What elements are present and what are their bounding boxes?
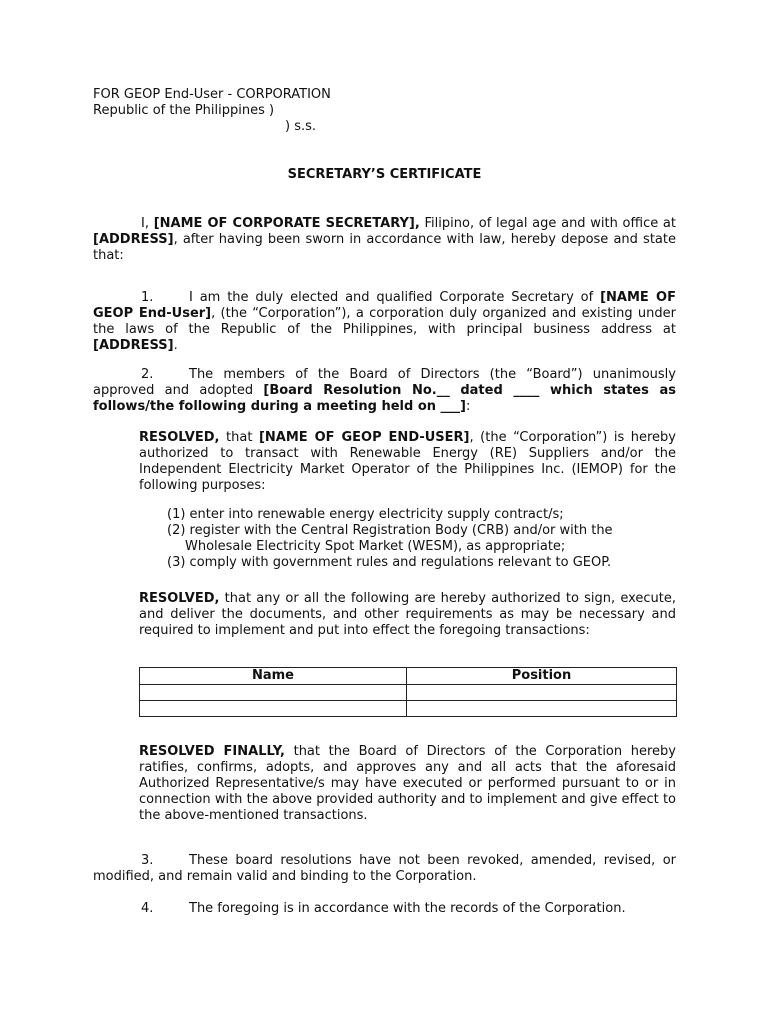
list-item: (3) comply with government rules and regulations relevant to GEOP. — [167, 555, 612, 570]
intro-paragraph — [93, 216, 676, 264]
text: , (the “Corporation”) is hereby authorized to transact with Renewable Energy (RE) Suppliers and/or the Independent Electricity Market Operator of the Philippines Inc. (IEMOP) for the following purposes: — [139, 430, 676, 493]
table-cell — [140, 685, 407, 701]
text: that any or all the following are hereby authorized to sign, execute, and deliver the documents, and other requirements as may be necessary and required to implement and put into effect the foregoing transactions: — [139, 591, 676, 638]
text: : — [465, 399, 471, 414]
column-header-position: Position — [407, 668, 677, 685]
text: The foregoing is in accordance with the records of the Corporation. — [189, 901, 626, 916]
resolved-label: RESOLVED, — [139, 591, 220, 606]
table-cell — [140, 701, 407, 717]
resolved-finally-label: RESOLVED FINALLY, — [139, 744, 285, 759]
purposes-list — [167, 507, 676, 571]
resolved-paragraph-1 — [139, 430, 676, 494]
title-text: SECRETARY’S CERTIFICATE — [287, 167, 482, 182]
item-number: 1. — [141, 290, 154, 305]
text: , after having been sworn in accordance with law, hereby depose and state that: — [93, 232, 676, 263]
document-title — [93, 167, 676, 183]
table-row — [140, 701, 677, 717]
paragraph-item-3 — [93, 853, 676, 885]
header-line-3: ) s.s. — [285, 119, 317, 134]
column-header-name: Name — [140, 668, 407, 685]
table-row — [140, 685, 677, 701]
item-number: 2. — [141, 367, 154, 382]
text: , (the “Corporation”), a corporation duly organized and existing under the laws of the Republic of the Philippines, with principal business address at — [93, 306, 676, 337]
placeholder-end-user-name: [NAME OF GEOP END-USER] — [258, 430, 470, 445]
item-number: 4. — [141, 901, 154, 916]
venue-header — [93, 87, 676, 135]
authorized-representatives-table — [139, 667, 677, 717]
placeholder-address: [ADDRESS] — [93, 232, 174, 247]
placeholder-board-resolution: [Board Resolution No.__ dated ____ which states as follows/the following during a meeting held on ___] — [93, 383, 676, 414]
paragraph-item-2 — [93, 367, 676, 415]
placeholder-secretary-name: [NAME OF CORPORATE SECRETARY], — [153, 216, 420, 231]
resolved-finally-paragraph — [139, 744, 676, 824]
item-number: 3. — [141, 853, 154, 868]
table-cell — [407, 685, 677, 701]
text: . — [173, 338, 178, 353]
header-line-2: Republic of the Philippines ) — [93, 103, 275, 118]
paragraph-item-4 — [93, 901, 676, 917]
text: that the Board of Directors of the Corporation hereby ratifies, confirms, adopts, and approves any and all acts that the aforesaid Authorized Representative/s may have executed or performed pursuant to or in connection with the above provided authority and to implement and give effect to the above-mentioned transactions. — [139, 744, 676, 823]
table-cell — [407, 701, 677, 717]
text: I am the duly elected and qualified Corporate Secretary of — [189, 290, 601, 305]
resolved-paragraph-2 — [139, 591, 676, 639]
header-line-1: FOR GEOP End-User - CORPORATION — [93, 87, 331, 102]
text: These board resolutions have not been revoked, amended, revised, or modified, and remain valid and binding to the Corporation. — [93, 853, 676, 884]
table-header-row — [140, 668, 677, 685]
placeholder-end-user-name: [NAME OF GEOP End-User] — [93, 290, 676, 321]
text: Filipino, of legal age and with office at — [419, 216, 676, 231]
text: The members of the Board of Directors (the “Board”) unanimously approved and adopted — [93, 367, 676, 398]
text: I, — [141, 216, 154, 231]
list-item: (1) enter into renewable energy electricity supply contract/s; — [167, 507, 564, 522]
list-item-continuation: Wholesale Electricity Spot Market (WESM), as appropriate; — [185, 539, 566, 554]
placeholder-address: [ADDRESS] — [93, 338, 174, 353]
text: that — [219, 430, 259, 445]
paragraph-item-1 — [93, 290, 676, 354]
list-item: (2) register with the Central Registration Body (CRB) and/or with the — [167, 523, 613, 538]
resolved-label: RESOLVED, — [139, 430, 220, 445]
